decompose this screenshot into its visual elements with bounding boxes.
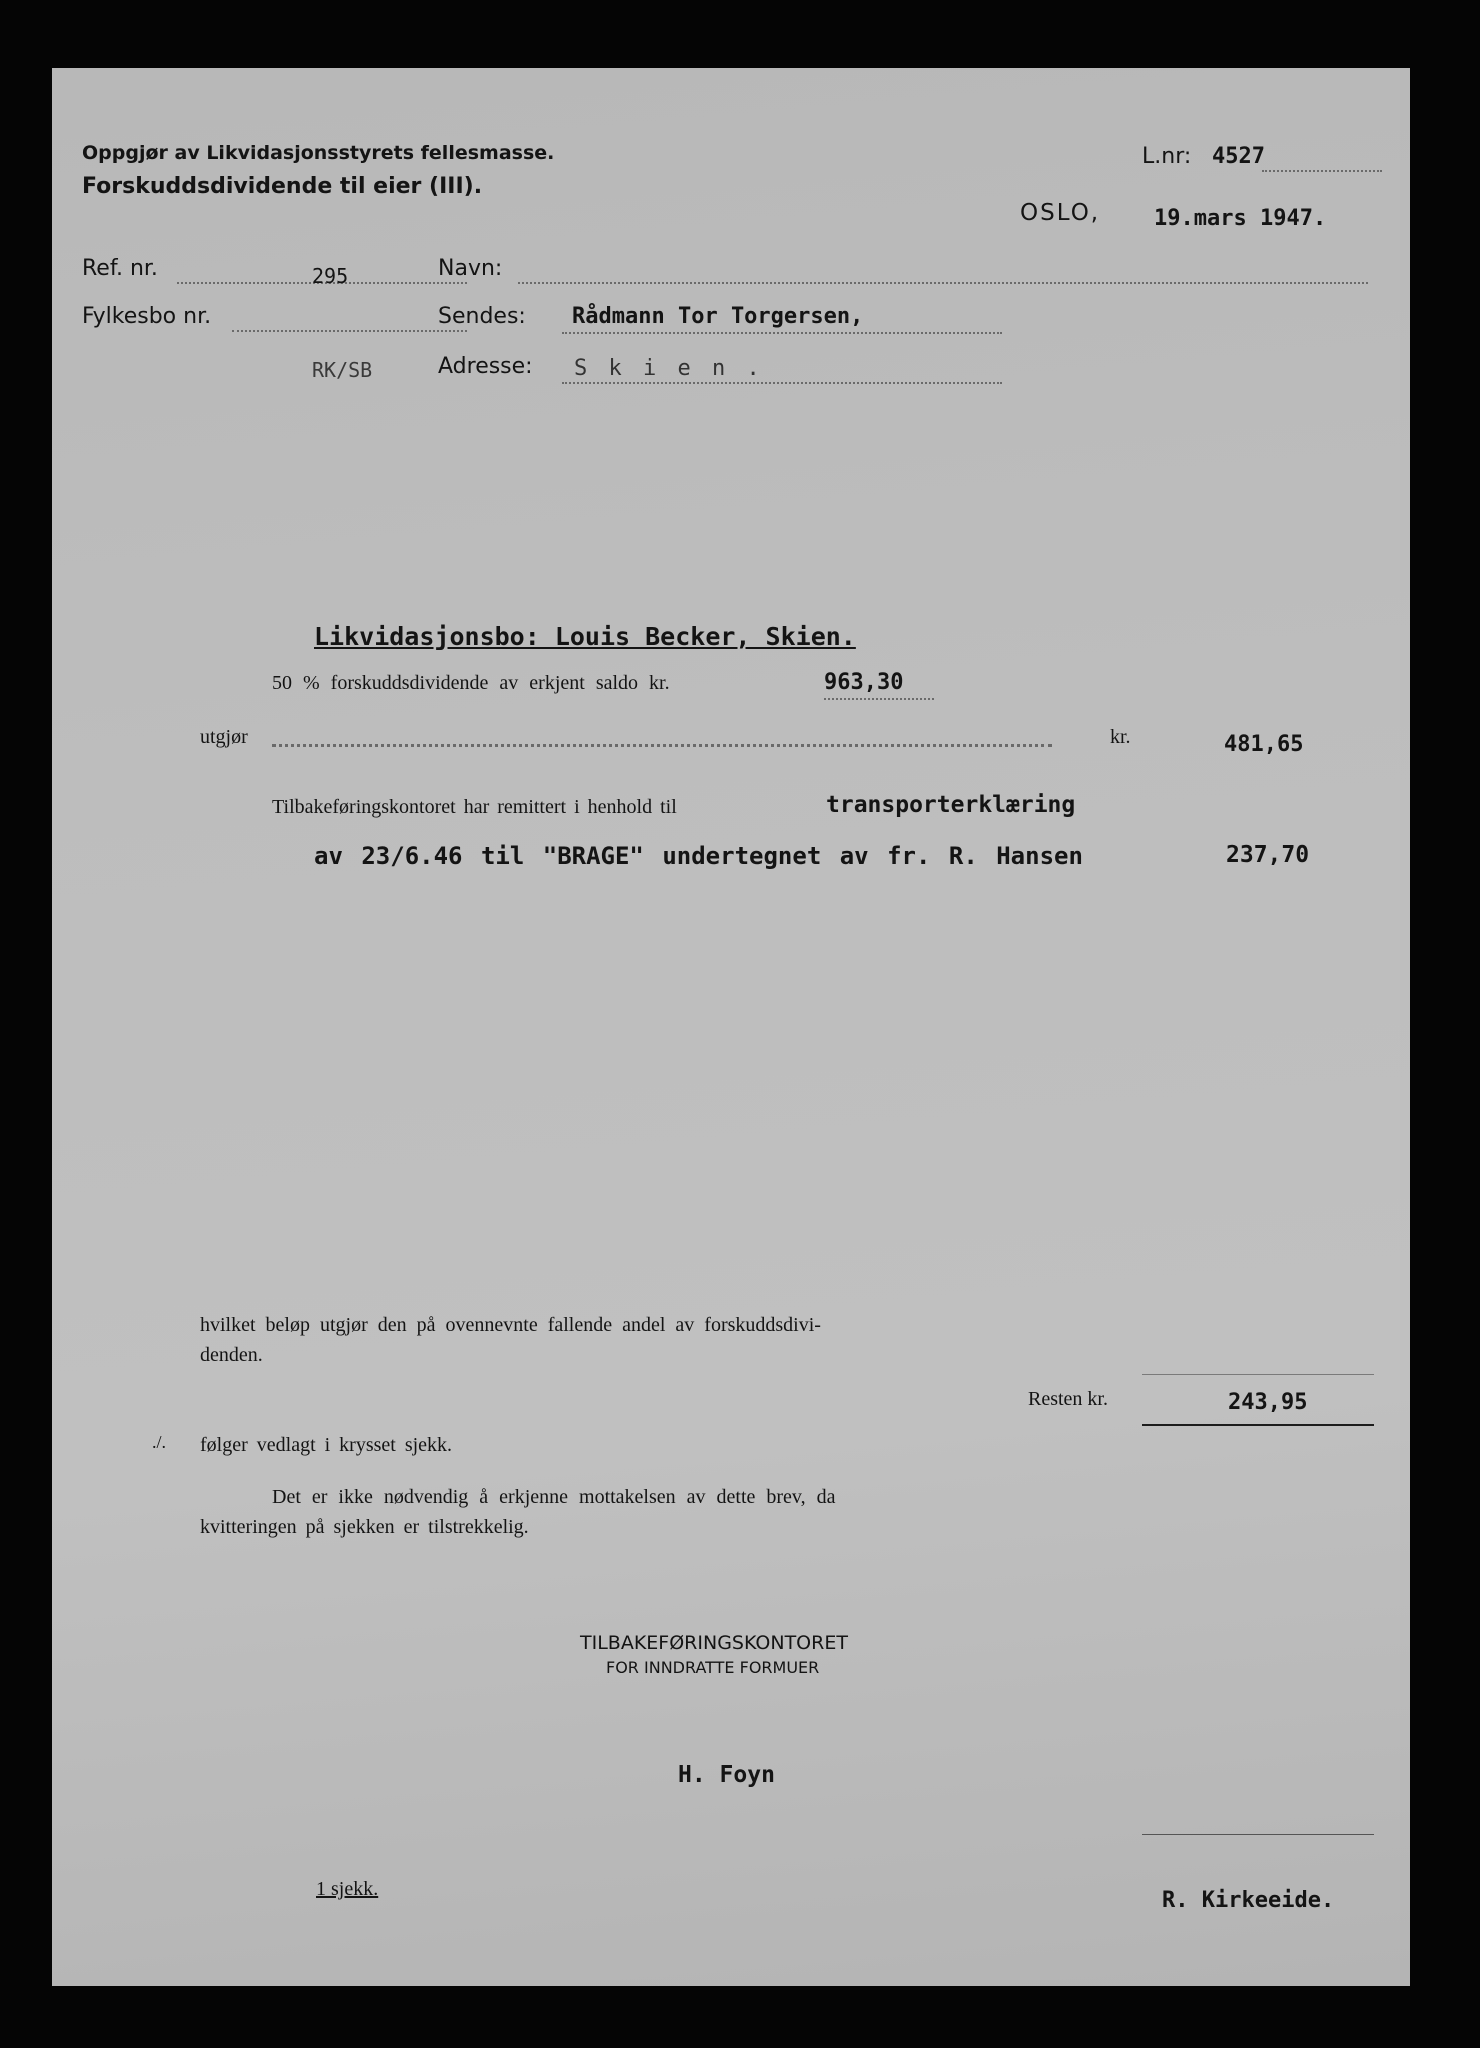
navn-dotted-line xyxy=(518,282,1368,284)
note-line-2: kvitteringen på sjekken er tilstrekkelig. xyxy=(200,1516,529,1538)
rest-top-rule xyxy=(1142,1374,1374,1375)
remit-amount: 237,70 xyxy=(1226,842,1310,868)
sendes-dotted-line xyxy=(562,332,1002,334)
saldo-amount: 963,30 xyxy=(824,670,904,695)
ref-label: Ref. nr. xyxy=(82,256,158,281)
date: 19.mars 1947. xyxy=(1154,206,1327,231)
initials: RK/SB xyxy=(312,358,373,382)
signer-name: H. Foyn xyxy=(678,1762,775,1788)
fylkesbo-label: Fylkesbo nr. xyxy=(82,304,212,329)
lnr-label: L.nr: xyxy=(1142,144,1192,169)
share-line-2: denden. xyxy=(200,1344,263,1366)
adresse-dotted-line xyxy=(562,382,1002,384)
utgjor-amount: 481,65 xyxy=(1224,732,1304,757)
lnr-dotted-line xyxy=(1262,170,1382,172)
header-line-2: Forskuddsdividende til eier (III). xyxy=(82,174,483,199)
adresse-label: Adresse: xyxy=(438,354,533,379)
rest-amount: 243,95 xyxy=(1228,1390,1308,1415)
navn-label: Navn: xyxy=(438,256,503,281)
header-line-1: Oppgjør av Likvidasjonsstyrets fellesmasse. xyxy=(82,142,555,164)
clerk-rule xyxy=(1142,1834,1374,1835)
fylkesbo-dotted-line xyxy=(232,330,467,332)
office-line-1: TILBAKEFØRINGSKONTORET xyxy=(580,1632,848,1654)
estate-title: Likvidasjonsbo: Louis Becker, Skien. xyxy=(314,622,856,651)
lnr-value: 4527 xyxy=(1212,144,1265,169)
cheque-line: følger vedlagt i krysset sjekk. xyxy=(200,1434,453,1456)
adresse-value: S k i e n . xyxy=(574,356,764,381)
ref-value: 295 xyxy=(312,264,349,288)
remit-bold: transporterklæring xyxy=(826,792,1076,818)
sendes-label: Sendes: xyxy=(438,304,526,329)
enclosure-mark: ./. xyxy=(152,1432,167,1452)
utgjor-label: utgjør xyxy=(200,726,248,748)
clerk-initials: R. Kirkeeide. xyxy=(1162,1888,1335,1913)
kr-label: kr. xyxy=(1110,726,1131,748)
remit-line: Tilbakeføringskontoret har remittert i henhold til xyxy=(272,796,677,818)
share-line-1: hvilket beløp utgjør den på ovennevnte fallende andel av forskuddsdivi- xyxy=(200,1314,821,1336)
remit-line-2: av 23/6.46 til "BRAGE" undertegnet av fr. R. Hansen xyxy=(314,842,1083,870)
city: OSLO, xyxy=(1020,200,1101,226)
enclosure-count: 1 sjekk. xyxy=(316,1878,379,1900)
rest-label: Resten kr. xyxy=(1028,1388,1108,1410)
office-line-2: FOR INNDRATTE FORMUER xyxy=(606,1658,820,1677)
sendes-value: Rådmann Tor Torgersen, xyxy=(572,304,864,329)
saldo-dotted-line xyxy=(824,698,934,700)
utgjor-dotted-leader xyxy=(272,744,1052,747)
note-line-1: Det er ikke nødvendig å erkjenne mottakelsen av dette brev, da xyxy=(272,1486,836,1508)
rest-bottom-rule xyxy=(1142,1424,1374,1426)
dividend-line: 50 % forskuddsdividende av erkjent saldo kr. xyxy=(272,672,670,694)
document-page xyxy=(52,68,1410,1986)
